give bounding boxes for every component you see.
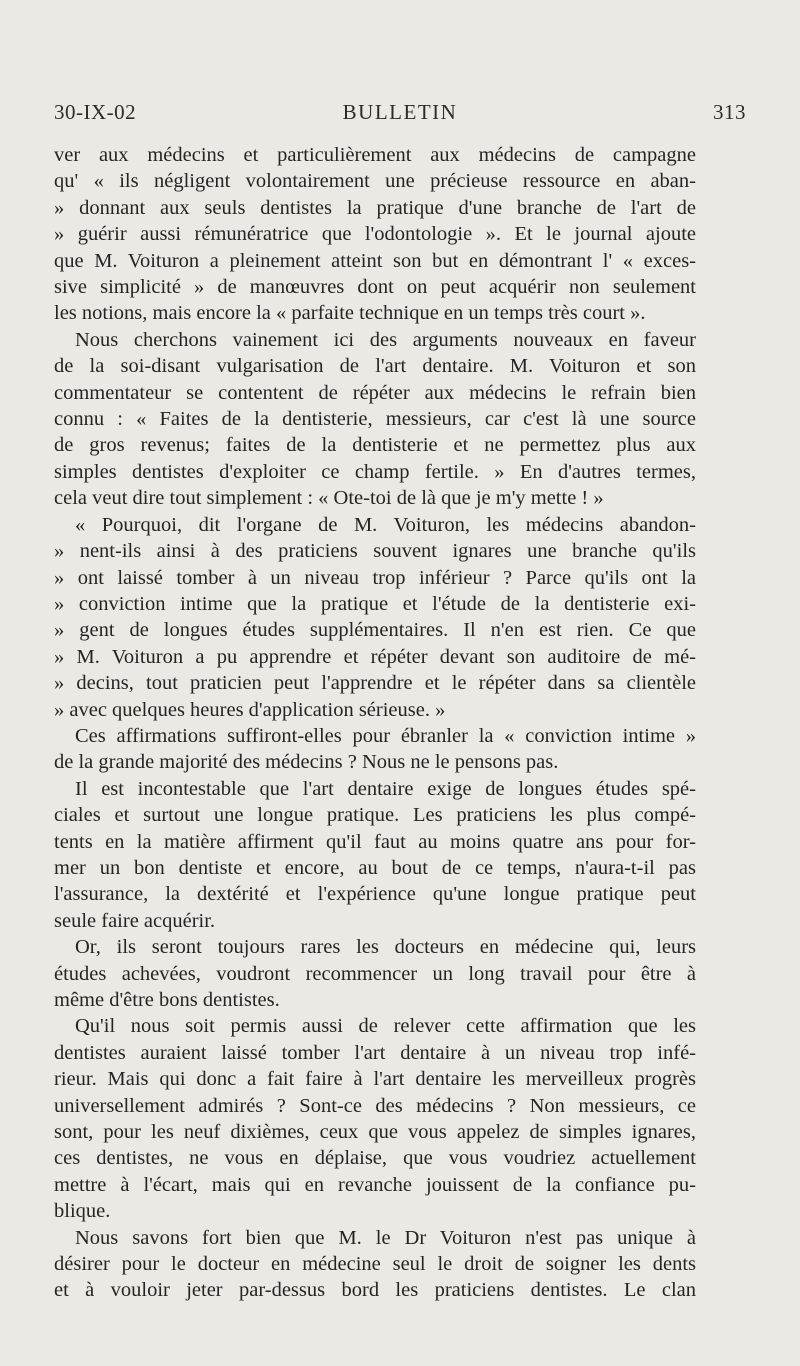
text-line: » M. Voituron a pu apprendre et répéter devant son auditoire de mé-: [54, 645, 696, 668]
text-line: de la soi-disant vulgarisation de l'art dentaire. M. Voituron et son: [54, 355, 696, 378]
paragraph: [54, 142, 696, 327]
text-line: de la grande majorité des médecins ? Nous ne le pensons pas.: [54, 751, 559, 774]
text-line: mer un bon dentiste et encore, au bout de ce temps, n'aura-t-il pas: [54, 856, 696, 879]
text-line: et à vouloir jeter par-dessus bord les praticiens dentistes. Le clan: [54, 1279, 696, 1302]
header-date: 30-IX-02: [54, 100, 137, 124]
text-line: » donnant aux seuls dentistes la pratique d'une branche de l'art de: [54, 196, 696, 219]
paragraph-cont: [54, 1040, 696, 1225]
text-line: blique.: [54, 1200, 111, 1223]
text-line: cela veut dire tout simplement : « Ote-toi de là que je m'y mette ! »: [54, 487, 604, 510]
text-line: » gent de longues études supplémentaires. Il n'en est rien. Ce que: [54, 619, 696, 642]
text-line: les notions, mais encore la « parfaite technique en un temps très court ».: [54, 302, 646, 325]
text-line: commentateur se contentent de répéter aux médecins le refrain bien: [54, 381, 696, 404]
text-line: « Pourquoi, dit l'organe de M. Voituron, les médecins abandon-: [75, 513, 696, 536]
text-line: études achevées, voudront recommencer un long travail pour être à: [54, 962, 696, 985]
text-line: de gros revenus; faites de la dentisterie et ne permettez plus aux: [54, 434, 696, 457]
text-line: désirer pour le docteur en médecine seul le droit de soigner les dents: [54, 1253, 696, 1276]
text-line: même d'être bons dentistes.: [54, 989, 280, 1011]
text-line: Qu'il nous soit permis aussi de relever cette affirmation que les: [75, 1015, 696, 1038]
text-line: ver aux médecins et particulièrement aux médecins de campagne: [54, 144, 696, 166]
text-line: simples dentistes d'exploiter ce champ fertile. » En d'autres termes,: [54, 460, 696, 483]
body-text: [54, 142, 696, 1304]
paragraph: [54, 327, 696, 353]
paragraph-cont: [54, 749, 696, 775]
page-number: 313: [713, 100, 746, 124]
text-line: mettre à l'écart, mais qui en revanche jouissent de la confiance pu-: [54, 1173, 696, 1196]
paragraph-cont: [54, 802, 696, 934]
text-line: » guérir aussi rémunératrice que l'odontologie ». Et le journal ajoute: [54, 223, 696, 246]
text-line: ces dentistes, ne vous en déplaise, que vous voudriez actuellement: [54, 1147, 696, 1170]
text-line: sive simplicité » de manœuvres dont on peut acquérir non seulement: [54, 276, 696, 299]
text-line: » ont laissé tomber à un niveau trop inférieur ? Parce qu'ils ont la: [54, 566, 696, 589]
paragraph-cont: [54, 961, 696, 1014]
paragraph: [54, 512, 696, 538]
text-line: ciales et surtout une longue pratique. Les praticiens les plus compé-: [54, 804, 696, 827]
text-line: universellement admirés ? Sont-ce des médecins ? Non messieurs, ce: [54, 1094, 696, 1117]
paragraph: [54, 1013, 696, 1039]
text-line: rieur. Mais qui donc a fait faire à l'art dentaire les merveilleux progrès: [54, 1068, 696, 1091]
paragraph: [54, 776, 696, 802]
text-line: tents en la matière affirment qu'il faut au moins quatre ans pour for-: [54, 830, 696, 853]
text-line: Il est incontestable que l'art dentaire exige de longues études spé-: [75, 777, 696, 800]
text-line: » decins, tout praticien peut l'apprendre et le répéter dans sa clientèle: [54, 672, 696, 695]
text-line: » avec quelques heures d'application sérieuse. »: [54, 698, 446, 721]
header-title: BULLETIN: [342, 100, 458, 124]
text-line: Ces affirmations suffiront-elles pour ébranler la « conviction intime »: [75, 724, 696, 747]
running-head: [54, 100, 746, 128]
text-line: Nous savons fort bien que M. le Dr Voituron n'est pas unique à: [75, 1226, 696, 1249]
paragraph: [54, 934, 696, 960]
text-line: » nent-ils ainsi à des praticiens souvent ignares une branche qu'ils: [54, 540, 696, 563]
text-line: l'assurance, la dextérité et l'expérience qu'une longue pratique peut: [54, 883, 696, 906]
text-line: dentistes auraient laissé tomber l'art dentaire à un niveau trop infé-: [54, 1041, 696, 1064]
text-line: que M. Voituron a pleinement atteint son but en démontrant l' « exces-: [54, 249, 696, 272]
paragraph: [54, 723, 696, 749]
text-line: qu' « ils négligent volontairement une précieuse ressource en aban-: [54, 170, 696, 193]
text-line: sont, pour les neuf dixièmes, ceux que vous appelez de simples ignares,: [54, 1121, 696, 1144]
paragraph-cont: [54, 1251, 696, 1304]
text-line: Nous cherchons vainement ici des arguments nouveaux en faveur: [75, 328, 696, 351]
text-line: seule faire acquérir.: [54, 909, 216, 932]
text-line: » conviction intime que la pratique et l'étude de la dentisterie exi-: [54, 592, 696, 615]
paragraph: [54, 1225, 696, 1251]
text-line: Or, ils seront toujours rares les docteurs en médecine qui, leurs: [75, 936, 696, 959]
text-line: connu : « Faites de la dentisterie, messieurs, car c'est là une source: [54, 408, 696, 431]
paragraph-cont: [54, 353, 696, 511]
paragraph-cont: [54, 538, 696, 723]
